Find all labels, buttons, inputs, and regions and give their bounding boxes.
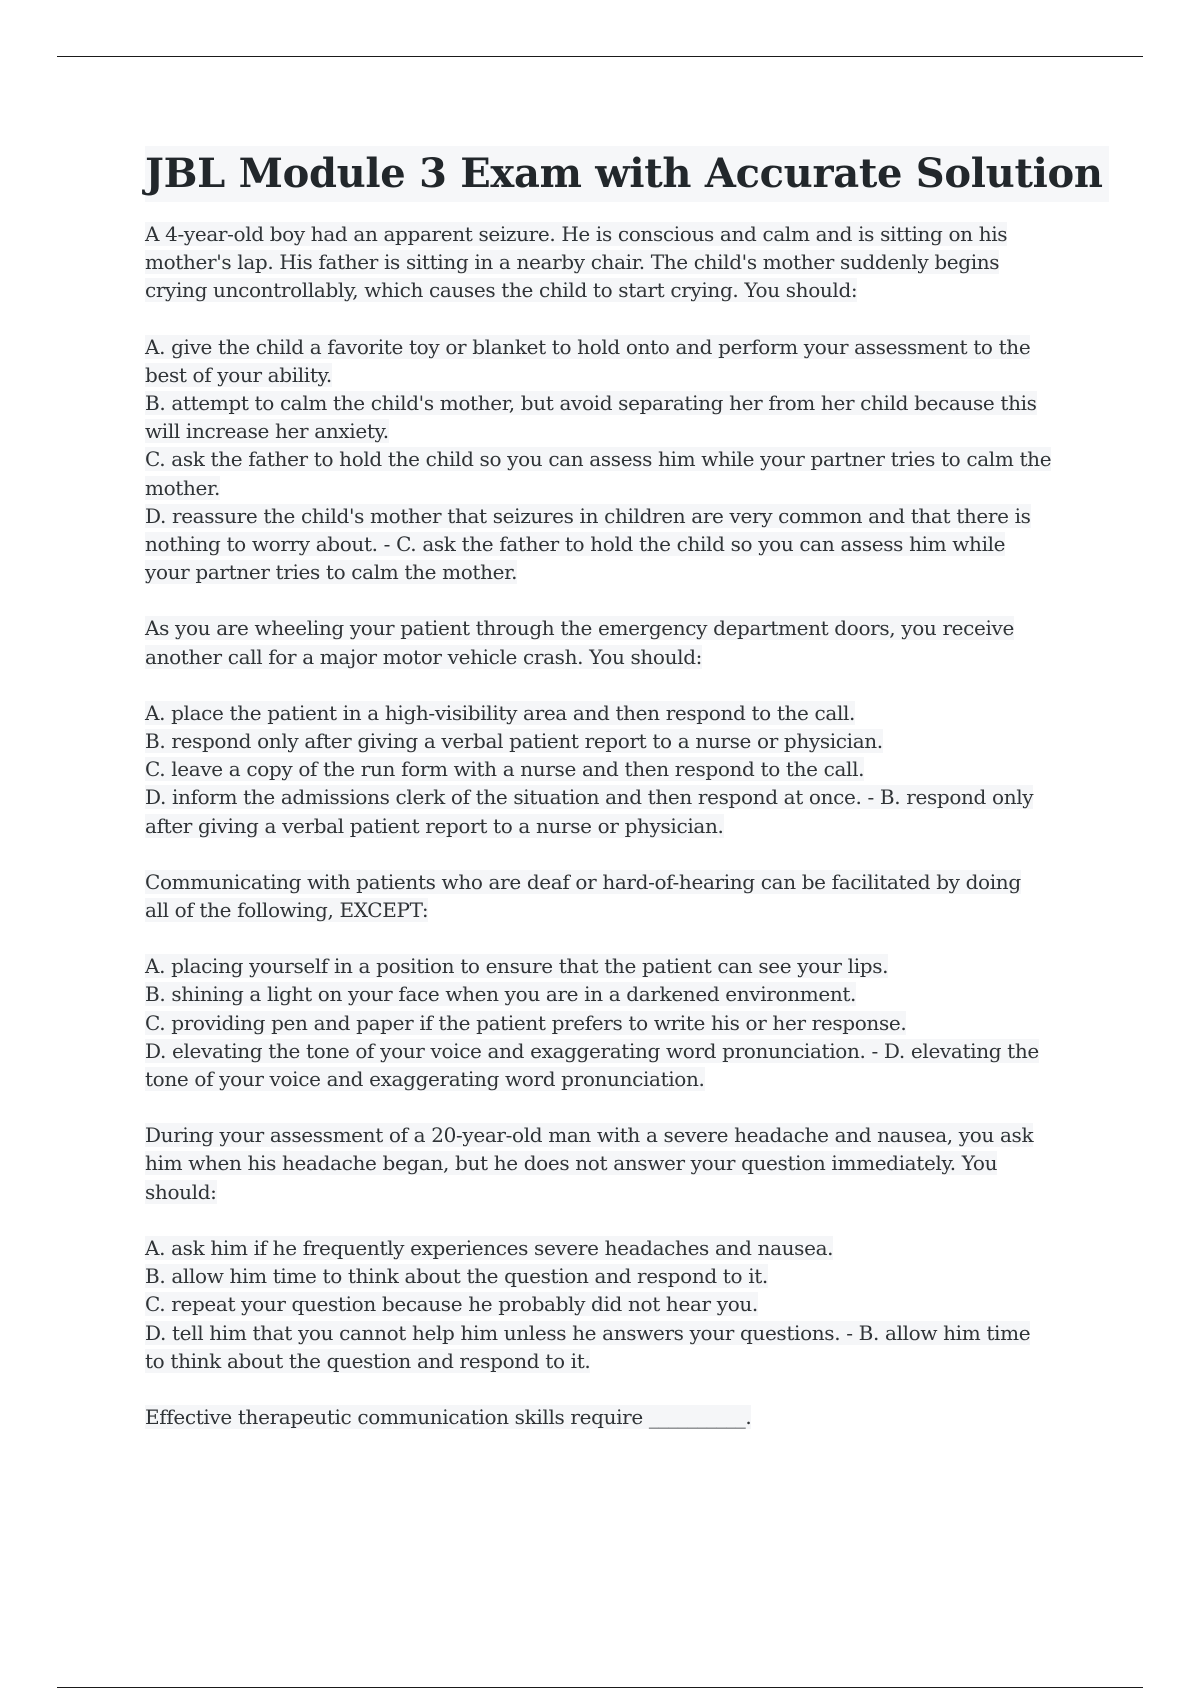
text-line bbox=[145, 614, 1090, 642]
text-line bbox=[145, 445, 1090, 473]
text-line-content: Effective therapeutic communication skills require __________. bbox=[145, 1404, 752, 1429]
text-line bbox=[145, 755, 1090, 783]
text-line bbox=[145, 1037, 1090, 1065]
text-line-content: During your assessment of a 20-year-old man with a severe headache and nausea, you ask bbox=[145, 1123, 1034, 1148]
text-line bbox=[145, 1121, 1090, 1149]
text-line-content: Communicating with patients who are deaf or hard-of-hearing can be facilitated by doing bbox=[145, 869, 1021, 894]
text-line-content: C. ask the father to hold the child so you can assess him while your partner tries to calm the bbox=[145, 447, 1052, 472]
text-block bbox=[145, 1403, 1090, 1431]
text-line-content: mother's lap. His father is sitting in a nearby chair. The child's mother suddenly begins bbox=[145, 250, 1000, 275]
text-line bbox=[145, 474, 1090, 502]
text-line-content: C. leave a copy of the run form with a nurse and then respond to the call. bbox=[145, 757, 865, 782]
text-line bbox=[145, 699, 1090, 727]
text-line bbox=[145, 333, 1090, 361]
document-title: JBL Module 3 Exam with Accurate Solution bbox=[145, 146, 1109, 202]
text-line-content: B. shining a light on your face when you are in a darkened environment. bbox=[145, 982, 857, 1007]
text-line-content: C. providing pen and paper if the patient prefers to write his or her response. bbox=[145, 1010, 907, 1035]
text-line bbox=[145, 1149, 1090, 1177]
text-block bbox=[145, 333, 1090, 587]
text-line-content: A 4-year-old boy had an apparent seizure. He is conscious and calm and is sitting on his bbox=[145, 222, 1008, 246]
text-block bbox=[145, 1234, 1090, 1375]
text-line-content: A. place the patient in a high-visibility area and then respond to the call. bbox=[145, 700, 856, 725]
text-line bbox=[145, 361, 1090, 389]
text-line-content: him when his headache began, but he does not answer your question immediately. You bbox=[145, 1151, 998, 1176]
text-line bbox=[145, 1178, 1090, 1206]
text-line bbox=[145, 502, 1090, 530]
text-line bbox=[145, 1347, 1090, 1375]
text-line bbox=[145, 248, 1090, 276]
text-block bbox=[145, 868, 1090, 924]
document-body bbox=[145, 220, 1090, 1431]
text-line-content: will increase her anxiety. bbox=[145, 419, 389, 444]
text-line-content: mother. bbox=[145, 475, 221, 500]
text-line-content: after giving a verbal patient report to a nurse or physician. bbox=[145, 813, 724, 838]
text-line bbox=[145, 1319, 1090, 1347]
text-line bbox=[145, 896, 1090, 924]
text-block bbox=[145, 220, 1090, 305]
text-line-content: another call for a major motor vehicle crash. You should: bbox=[145, 644, 703, 669]
text-line-content: should: bbox=[145, 1179, 217, 1204]
text-line bbox=[145, 868, 1090, 896]
text-line-content: B. attempt to calm the child's mother, but avoid separating her from her child because this bbox=[145, 391, 1037, 416]
text-line-content: A. placing yourself in a position to ensure that the patient can see your lips. bbox=[145, 954, 889, 979]
text-line bbox=[145, 643, 1090, 671]
text-line bbox=[145, 220, 1090, 248]
text-line-content: to think about the question and respond to it. bbox=[145, 1348, 591, 1373]
text-line bbox=[145, 812, 1090, 840]
text-block bbox=[145, 699, 1090, 840]
text-line-content: all of the following, EXCEPT: bbox=[145, 898, 429, 923]
text-line-content: nothing to worry about. - C. ask the father to hold the child so you can assess him while bbox=[145, 532, 1006, 557]
text-line bbox=[145, 1234, 1090, 1262]
text-line bbox=[145, 530, 1090, 558]
text-line bbox=[145, 276, 1090, 304]
text-line-content: D. tell him that you cannot help him unless he answers your questions. - B. allow him time bbox=[145, 1320, 1031, 1345]
text-line-content: your partner tries to calm the mother. bbox=[145, 560, 518, 585]
footer-rule bbox=[57, 1687, 1143, 1688]
text-block bbox=[145, 1121, 1090, 1206]
text-line bbox=[145, 558, 1090, 586]
text-line bbox=[145, 1065, 1090, 1093]
text-block bbox=[145, 952, 1090, 1093]
text-line bbox=[145, 783, 1090, 811]
text-line-content: D. inform the admissions clerk of the situation and then respond at once. - B. respond only bbox=[145, 785, 1034, 810]
text-line-content: As you are wheeling your patient through the emergency department doors, you receive bbox=[145, 616, 1014, 641]
text-line-content: D. elevating the tone of your voice and exaggerating word pronunciation. - D. elevating the bbox=[145, 1038, 1039, 1063]
text-line bbox=[145, 980, 1090, 1008]
text-line-content: tone of your voice and exaggerating word pronunciation. bbox=[145, 1067, 705, 1092]
text-line-content: B. allow him time to think about the question and respond to it. bbox=[145, 1264, 768, 1289]
text-line bbox=[145, 1403, 1090, 1431]
text-line-content: A. give the child a favorite toy or blanket to hold onto and perform your assessment to the bbox=[145, 334, 1031, 359]
document-page bbox=[145, 146, 1103, 1459]
text-line bbox=[145, 952, 1090, 980]
text-line-content: D. reassure the child's mother that seizures in children are very common and that there is bbox=[145, 503, 1031, 528]
text-line bbox=[145, 1009, 1090, 1037]
text-line bbox=[145, 389, 1090, 417]
text-line-content: crying uncontrollably, which causes the child to start crying. You should: bbox=[145, 278, 858, 303]
header-rule bbox=[57, 56, 1143, 57]
text-line bbox=[145, 727, 1090, 755]
text-line bbox=[145, 417, 1090, 445]
text-line-content: C. repeat your question because he probably did not hear you. bbox=[145, 1292, 758, 1317]
text-line-content: A. ask him if he frequently experiences severe headaches and nausea. bbox=[145, 1235, 834, 1260]
text-line bbox=[145, 1262, 1090, 1290]
text-line-content: B. respond only after giving a verbal patient report to a nurse or physician. bbox=[145, 729, 883, 754]
text-line-content: best of your ability. bbox=[145, 362, 332, 387]
text-block bbox=[145, 614, 1090, 670]
text-line bbox=[145, 1290, 1090, 1318]
